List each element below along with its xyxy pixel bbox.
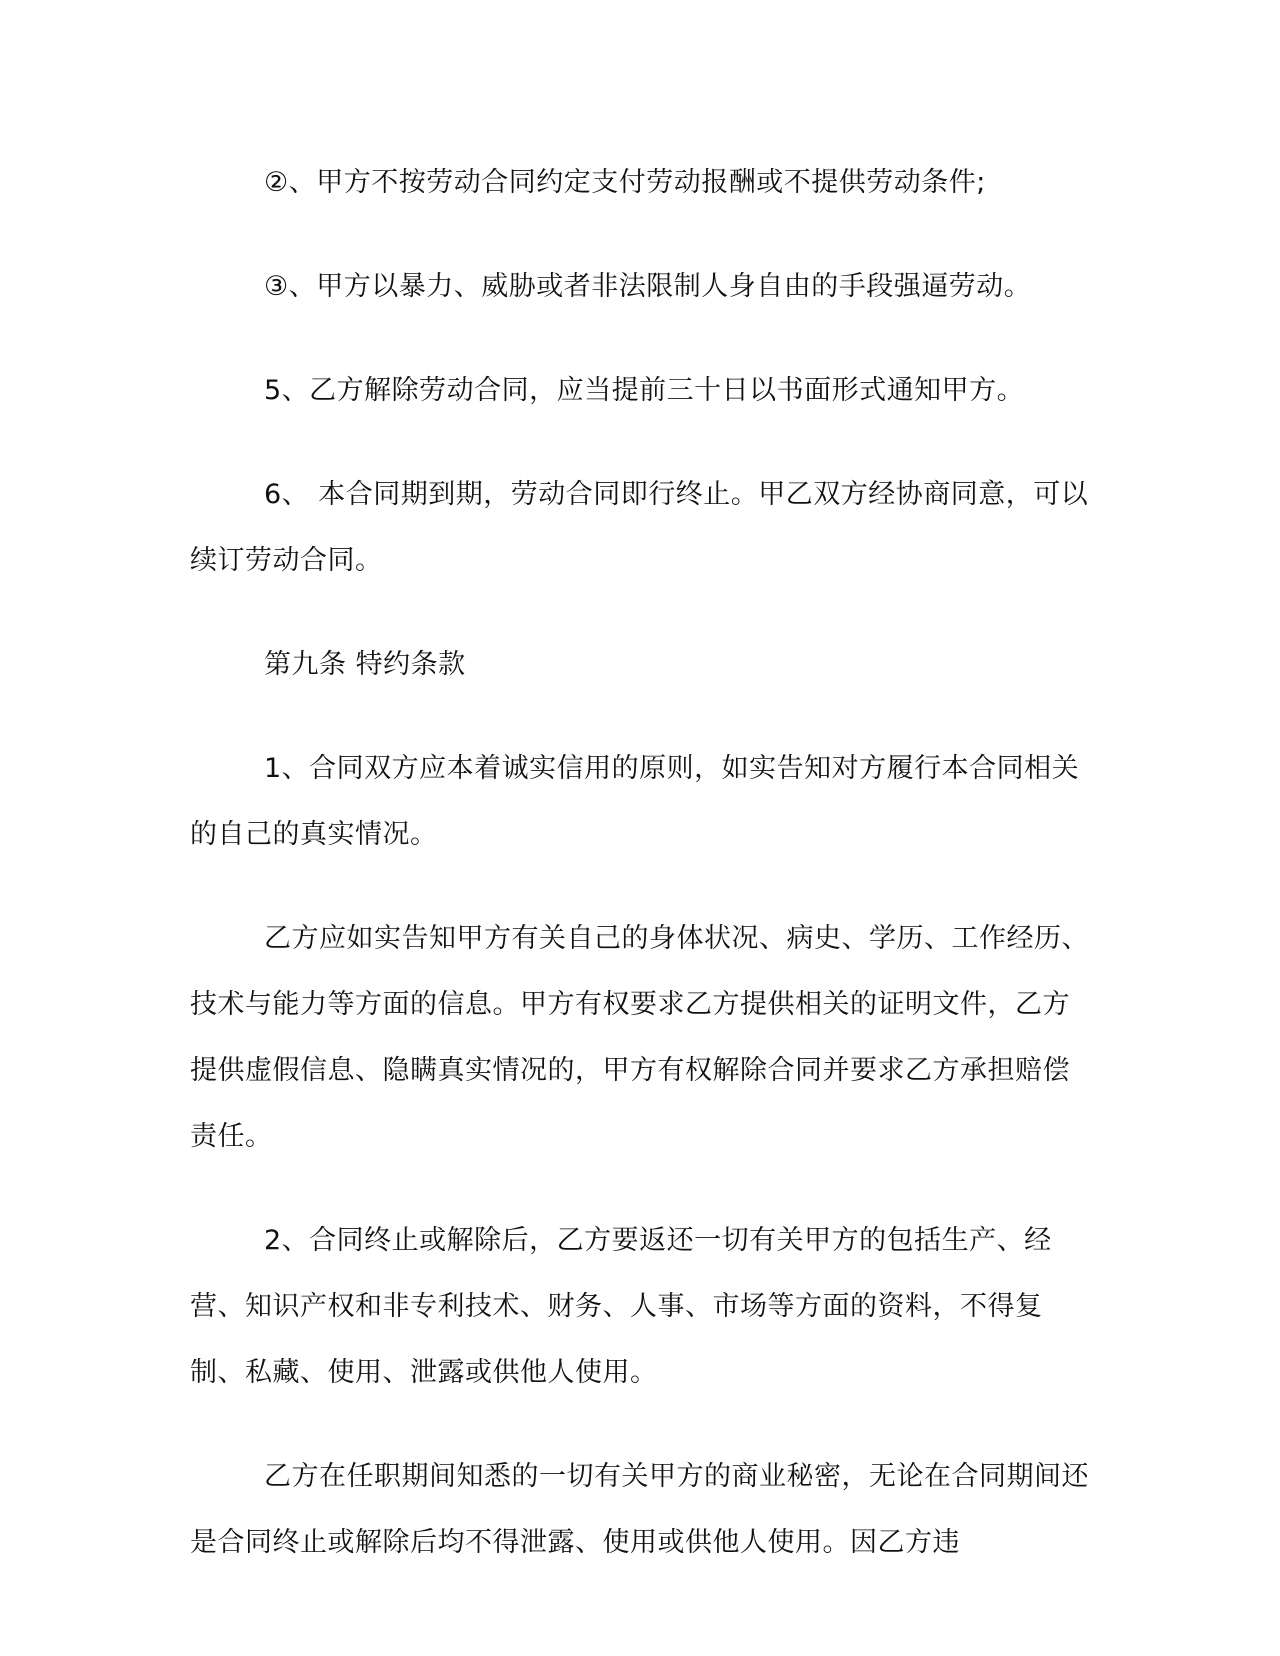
document-body — [190, 150, 1090, 1614]
paragraph-clause-3: ③、甲方以暴力、威胁或者非法限制人身自由的手段强逼劳动。 — [264, 271, 1032, 302]
section-heading-article-9: 第九条 特约条款 — [264, 649, 466, 680]
paragraph-clause-2: ②、甲方不按劳动合同约定支付劳动报酬或不提供劳动条件; — [264, 167, 986, 198]
paragraph-special-1: 1、合同双方应本着诚实信用的原则，如实告知对方履行本合同相关的自己的真实情况。 — [190, 753, 1080, 850]
paragraph-item-5: 5、乙方解除劳动合同，应当提前三十日以书面形式通知甲方。 — [264, 375, 1025, 406]
paragraph-disclosure: 乙方应如实告知甲方有关自己的身体状况、病史、学历、工作经历、技术与能力等方面的信息。甲方有权要求乙方提供相关的证明文件，乙方提供虚假信息、隐瞒真实情况的，甲方有权解除合同并要求乙方承担赔偿责任。 — [190, 923, 1089, 1152]
paragraph-confidentiality: 乙方在任职期间知悉的一切有关甲方的商业秘密，无论在合同期间还是合同终止或解除后均不得泄露、使用或供他人使用。因乙方违 — [190, 1461, 1089, 1558]
paragraph-item-6: 6、 本合同期到期，劳动合同即行终止。甲乙双方经协商同意，可以续订劳动合同。 — [190, 479, 1089, 576]
paragraph-special-2: 2、合同终止或解除后，乙方要返还一切有关甲方的包括生产、经营、知识产权和非专利技术、财务、人事、市场等方面的资料，不得复制、私藏、使用、泄露或供他人使用。 — [190, 1225, 1052, 1388]
